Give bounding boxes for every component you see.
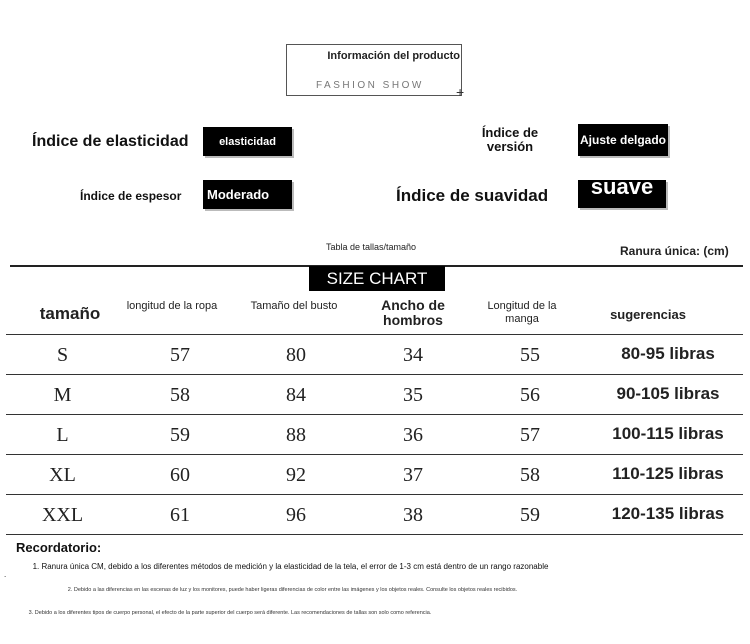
row-divider: [6, 534, 743, 535]
elasticity-index-label: Índice de elasticidad: [32, 133, 189, 150]
cell-suggestion: 110-125 libras: [612, 464, 724, 483]
cell-size: S: [56, 344, 69, 366]
cell-suggestion: 120-135 libras: [611, 504, 725, 523]
cell-bust: 84: [286, 384, 306, 406]
cell-size: XXL: [41, 504, 84, 526]
cell-suggestion: 100-115 libras: [612, 424, 724, 443]
size-chart-banner: SIZE CHART: [309, 266, 445, 291]
reminder-title: Recordatorio:: [16, 540, 102, 555]
row-divider: [6, 334, 743, 335]
cell-sleeve: 58: [520, 464, 540, 486]
cell-bust: 96: [286, 504, 306, 526]
cell-sleeve: 57: [520, 424, 540, 446]
cell-shoulder: 37: [403, 464, 423, 486]
elasticity-index-badge: elasticidad: [203, 127, 292, 156]
cell-sleeve: 55: [520, 344, 540, 366]
reminder-note-3: 3. Debido a los diferentes tipos de cuerpo personal, el efecto de la parte superior del cuerpo será diferente. Las recomendaciones de tallas son solo como referencia.: [28, 610, 432, 616]
header-length: longitud de la ropa: [126, 300, 218, 312]
cell-length: 59: [170, 424, 190, 446]
header-shoulder: Ancho de hombros: [381, 297, 445, 328]
version-index-badge: Ajuste delgado: [578, 124, 668, 156]
size-table-caption: Tabla de tallas/tamaño: [326, 242, 417, 252]
cell-length: 57: [170, 344, 190, 366]
cell-bust: 88: [286, 424, 306, 446]
cell-size: XL: [49, 464, 76, 486]
cell-size: L: [56, 424, 69, 446]
header-bust: Tamaño del busto: [250, 300, 338, 312]
header-sleeve: Longitud de la manga: [487, 300, 557, 325]
cell-bust: 92: [286, 464, 306, 486]
row-divider: [6, 454, 743, 455]
cell-suggestion: 90-105 libras: [616, 384, 720, 403]
cell-shoulder: 36: [403, 424, 423, 446]
cell-size: M: [53, 384, 72, 406]
header-size: tamaño: [39, 304, 101, 323]
reminder-note-2: 2. Debido a las diferencias en las escenas de luz y los monitores, puede haber ligeras diferencias de color entre las imágenes y los objetos reales. Consulte los objetos reales recibidos.: [67, 587, 518, 593]
cell-shoulder: 34: [403, 344, 423, 366]
thickness-index-label: Índice de espesor: [80, 189, 182, 203]
cell-length: 60: [170, 464, 190, 486]
cell-sleeve: 56: [520, 384, 540, 406]
plus-icon: +: [456, 84, 465, 100]
softness-index-label: Índice de suavidad: [396, 186, 549, 205]
cell-shoulder: 35: [403, 384, 423, 406]
cell-bust: 80: [286, 344, 306, 366]
row-divider: [6, 374, 743, 375]
version-index-label: Índice de versión: [481, 125, 539, 154]
softness-index-badge: suave: [578, 180, 666, 208]
reminder-bullet: .: [4, 570, 7, 579]
cell-shoulder: 38: [403, 504, 423, 526]
product-info-title: Información del producto: [327, 50, 460, 62]
cell-length: 61: [170, 504, 190, 526]
fashion-show-subtitle: FASHION SHOW: [316, 80, 424, 91]
cell-length: 58: [170, 384, 190, 406]
cell-suggestion: 80-95 libras: [621, 344, 715, 363]
cell-sleeve: 59: [520, 504, 540, 526]
header-suggestion: sugerencias: [610, 307, 686, 322]
reminder-note-1: 1. Ranura única CM, debido a los diferentes métodos de medición y la elasticidad de la tela, el error de 1-3 cm está dentro de un rango razonable: [32, 562, 549, 571]
unit-note: Ranura única: (cm): [620, 244, 729, 258]
thickness-index-badge: Moderado: [203, 180, 292, 209]
row-divider: [6, 494, 743, 495]
row-divider: [6, 414, 743, 415]
